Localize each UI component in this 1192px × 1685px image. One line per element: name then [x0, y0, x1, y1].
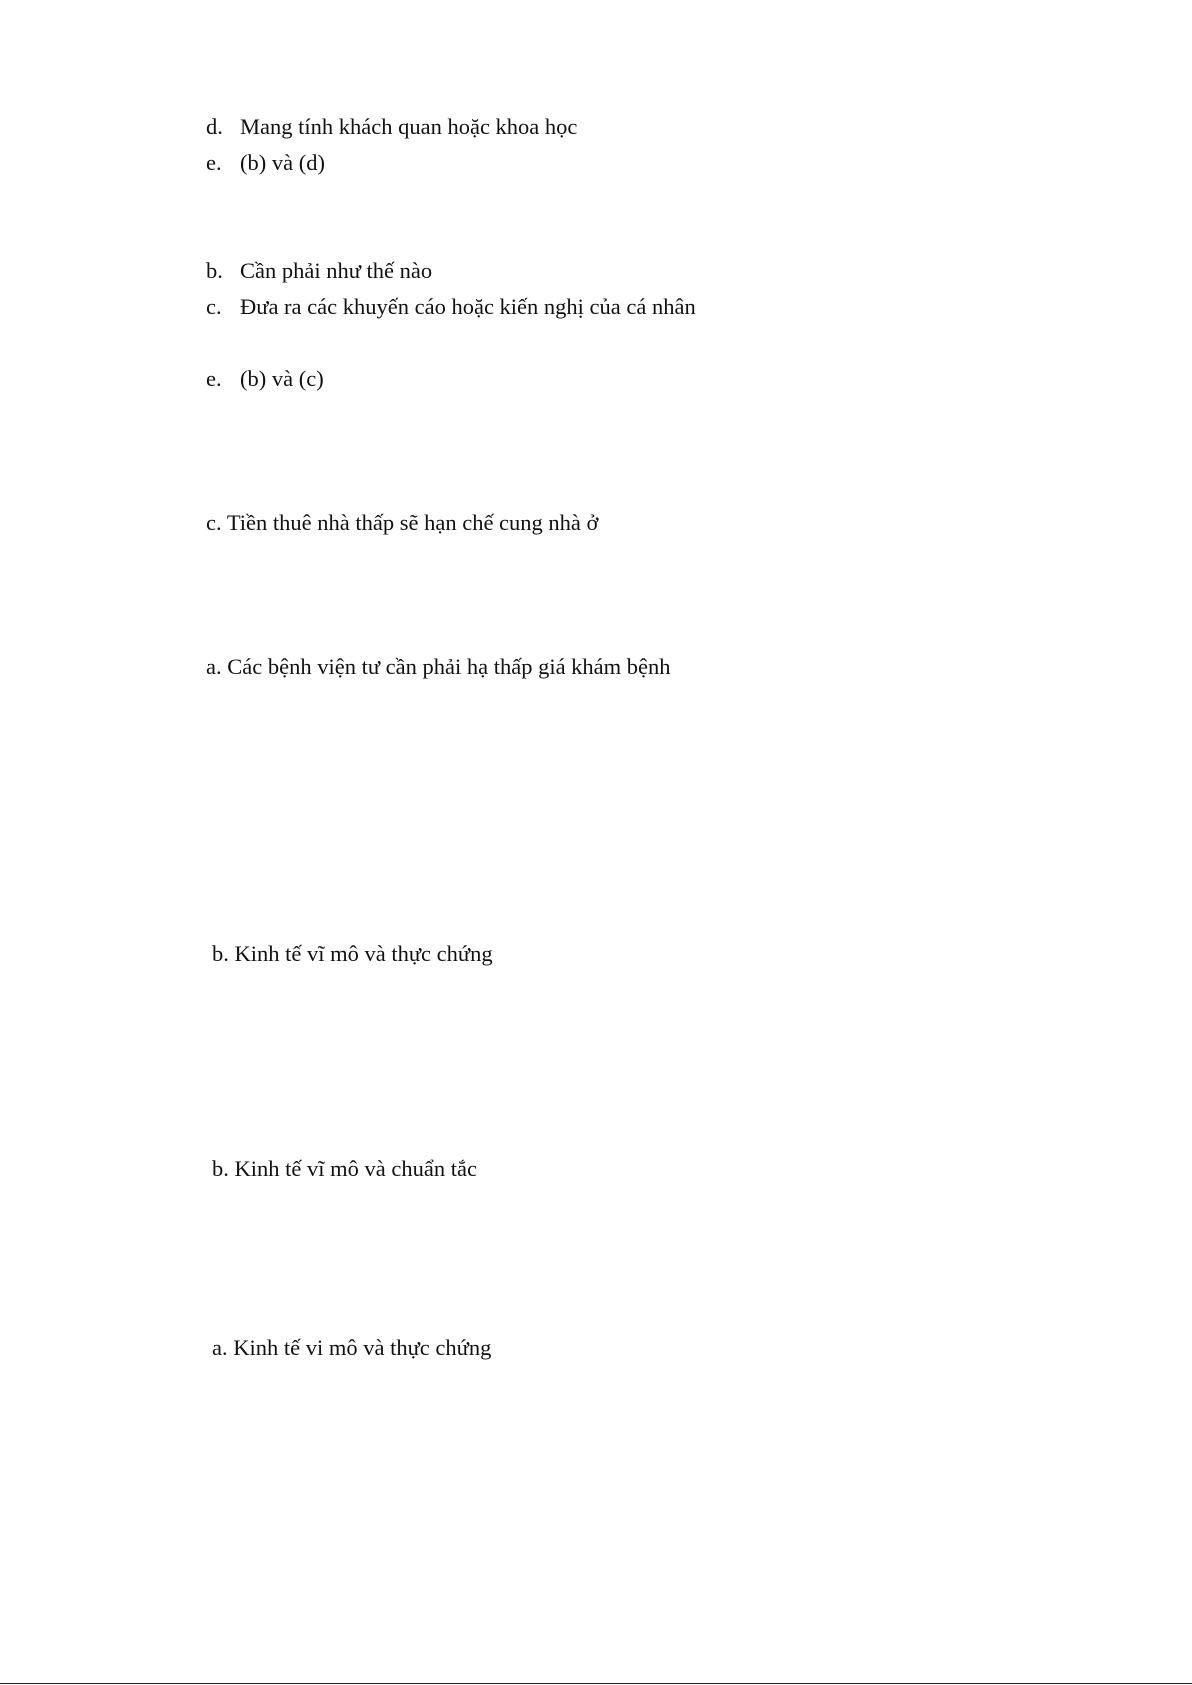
answer-line: b. Kinh tế vĩ mô và thực chứng: [212, 941, 493, 966]
option-text: Cần phải như thế nào: [240, 258, 433, 283]
option-marker: e.: [206, 366, 222, 391]
option-text: (b) và (c): [240, 366, 324, 391]
option-marker: d.: [206, 114, 223, 139]
answer-line: c. Tiền thuê nhà thấp sẽ hạn chế cung nhà ở: [206, 510, 599, 535]
option-marker: b.: [206, 258, 223, 283]
option-text: Mang tính khách quan hoặc khoa học: [240, 114, 578, 139]
option-text: Đưa ra các khuyến cáo hoặc kiến nghị của cá nhân: [240, 294, 696, 319]
answer-line: a. Kinh tế vi mô và thực chứng: [212, 1335, 492, 1360]
option-marker: c.: [206, 294, 222, 319]
option-text: (b) và (d): [240, 150, 325, 175]
answer-line: a. Các bệnh viện tư cần phải hạ thấp giá khám bệnh: [206, 654, 671, 679]
page-bottom-rule: [0, 1683, 1192, 1684]
answer-line: b. Kinh tế vĩ mô và chuẩn tắc: [212, 1156, 477, 1181]
option-marker: e.: [206, 150, 222, 175]
